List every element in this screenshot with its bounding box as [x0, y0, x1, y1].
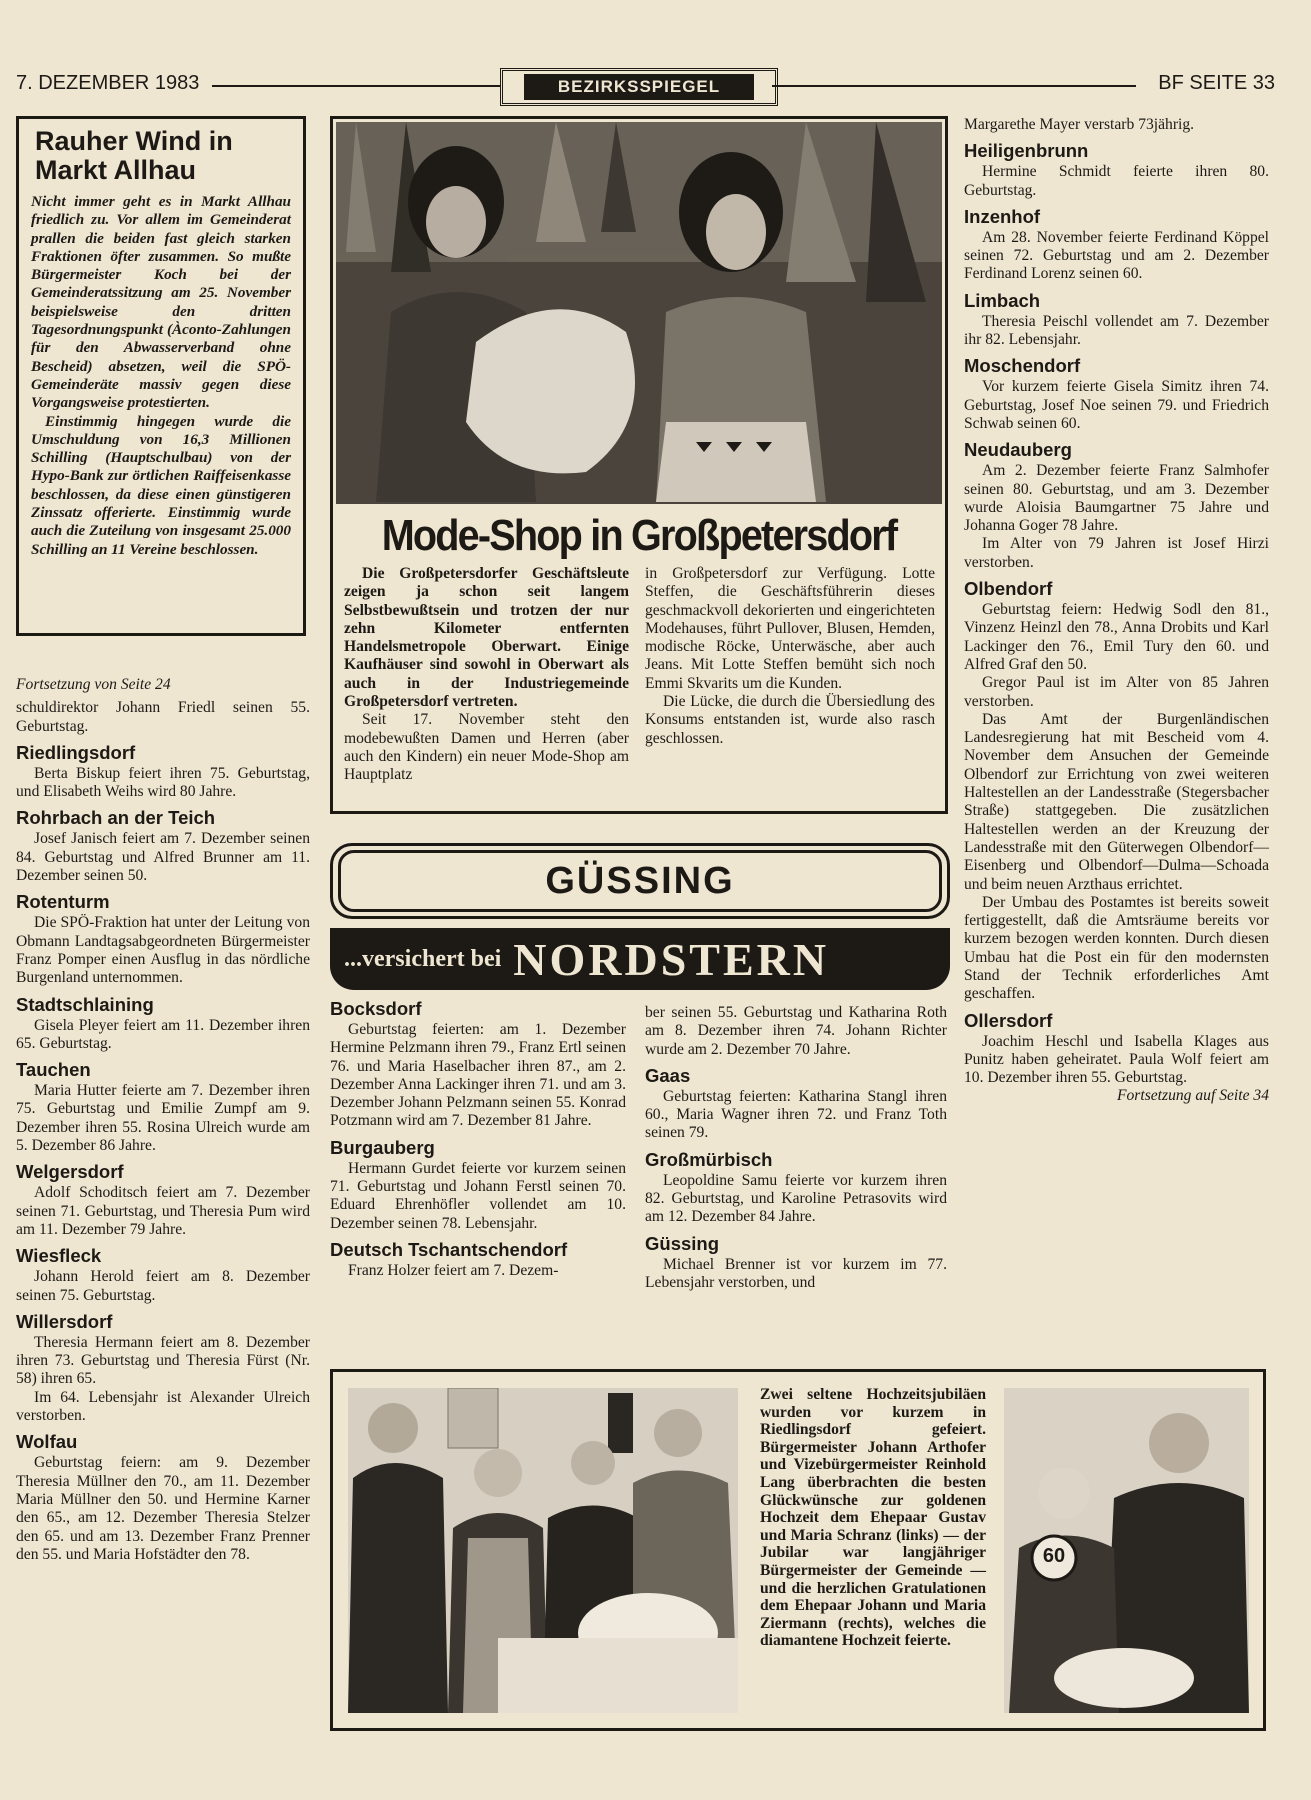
right-column-briefs	[964, 116, 1269, 1106]
brief-text: Hermine Schmidt feierte ihren 80. Geburtstag.	[964, 163, 1269, 199]
location-heading: Stadtschlaining	[16, 993, 154, 1015]
brief-text: Adolf Schoditsch feiert am 7. Dezember seinen 71. Geburtstag, und Theresia Pum wird am 11. Dezember 79 Jahre.	[16, 1184, 310, 1238]
brief-text: Die SPÖ-Fraktion hat unter der Leitung von Obmann Landtagsabgeordneten Bürgermeister Franz Pomper einen Ausflug in das nördliche Burgenland unternommen.	[16, 914, 310, 987]
header-page-number: BF SEITE 33	[1158, 72, 1275, 94]
middle-column-2-briefs	[645, 1004, 947, 1292]
location-heading: Riedlingsdorf	[16, 741, 136, 763]
header-rule-left	[212, 85, 500, 87]
mode-shop-paragraph: Die Lücke, die durch die Übersiedlung des Konsums entstanden ist, wurde also rasch geschlossen.	[645, 693, 935, 747]
location-heading: Wiesfleck	[16, 1245, 102, 1267]
brief-text: Am 28. November feierte Ferdinand Köppel seinen 72. Geburtstag und am 2. Dezember Ferdinand Lorenz seinen 60.	[964, 228, 1269, 283]
brief-text: Im Alter von 79 Jahren ist Josef Hirzi verstorben.	[964, 535, 1269, 571]
right-column-intro: Margarethe Mayer verstarb 73jährig.	[964, 116, 1195, 133]
brief-text: Leopoldine Samu feierte vor kurzem ihren 82. Geburtstag, und Karoline Petrasovits wird am 12. Dezember 84 Jahre.	[645, 1171, 947, 1226]
location-heading: Bocksdorf	[330, 998, 422, 1019]
brief-text: Theresia Hermann feiert am 8. Dezember ihren 73. Geburtstag und Theresia Fürst (Nr. 58) ihren 65.	[16, 1333, 310, 1388]
continued-from-note: Fortsetzung von Seite 24	[16, 676, 171, 693]
mode-shop-photo	[336, 122, 942, 504]
brief-text: Joachim Heschl und Isabella Klages aus Punitz haben geheiratet. Paula Wolf feiert am 10. Dezember ihren 55. Geburtstag.	[964, 1032, 1269, 1087]
region-banner-label: GÜSSING	[545, 859, 735, 902]
brief-text: Geburtstag feierten: Katharina Stangl ihren 60., Maria Wagner ihren 72. und Franz Toth seinen 79.	[645, 1087, 947, 1142]
left-column-intro: schuldirektor Johann Friedl seinen 55. Geburtstag.	[16, 699, 310, 735]
brief-text: Der Umbau des Postamtes ist bereits soweit fertiggestellt, daß die Amtsräume bereits vor kurzem bezogen werden konnten. Durch diesen Umbau hat die Post ein für den modernsten Stand der Technik erforderliches Amt geschaffen.	[964, 893, 1269, 1003]
left-column-briefs	[16, 676, 310, 1564]
location-heading: Willersdorf	[16, 1310, 113, 1332]
location-heading: Olbendorf	[964, 578, 1053, 600]
location-heading: Deutsch Tschantschendorf	[330, 1238, 568, 1260]
brief-text: Vor kurzem feierte Gisela Simitz ihren 74. Geburtstag, Josef Noe seinen 79. und Friedrich Schwab seinen 60.	[964, 378, 1269, 432]
brief-text: Am 2. Dezember feierte Franz Salmhofer seinen 80. Geburtstag, und am 3. Dezember wurde Aloisia Baumgartner 75 Jahre und Johanna Goger 78 Jahre.	[964, 462, 1269, 535]
mode-shop-column-2	[645, 565, 935, 748]
brief-text: Josef Janisch feiert am 7. Dezember seinen 84. Geburtstag und Alfred Brunner am 11. Dezember seinen 50.	[16, 830, 310, 885]
region-banner	[338, 850, 942, 912]
middle-column-2-intro: ber seinen 55. Geburtstag und Katharina Roth am 8. Dezember ihren 74. Johann Richter wurde am 2. Dezember 70 Jahre.	[645, 1004, 947, 1058]
brief-text: Johann Herold feiert am 8. Dezember seinen 75. Geburtstag.	[16, 1268, 310, 1304]
brief-text: Gisela Pleyer feiert am 11. Dezember ihren 65. Geburtstag.	[16, 1016, 310, 1052]
location-heading: Inzenhof	[964, 205, 1041, 227]
brief-text: Das Amt der Burgenländischen Landesregierung hat mit Bescheid vom 4. November dem Ansuchen der Gemeinde Olbendorf zur Errichtung von zwei weiteren Haltestellen an der Landesstraße (Stegersbacher Straße) stattgegeben. Die zusätzlichen Haltestellen werden an der Kreuzung der Landesstraße mit den Güterwegen Olbendorf—Eisenberg und Olbendorf—Dulma—Schoada und beim neuen Arzthaus errichtet.	[964, 710, 1269, 893]
mode-shop-lead: Die Großpetersdorfer Geschäftsleute zeigen ja schon seit langem Selbstbewußtsein und trotzen der nur zehn Kilometer entfernten Handelsmetropole Oberwart. Einige Kaufhäuser sind sowohl in Oberwart als auch in der Industriegemeinde Großpetersdorf vertreten.	[344, 565, 629, 711]
golden-wedding-photo	[348, 1388, 738, 1713]
location-heading: Güssing	[645, 1232, 720, 1254]
location-heading: Heiligenbrunn	[964, 140, 1089, 162]
brief-text: Gregor Paul ist im Alter von 85 Jahren verstorben.	[964, 674, 1269, 710]
brief-text: Franz Holzer feiert am 7. Dezem-	[348, 1261, 559, 1279]
brief-text: Geburtstag feierten: am 1. Dezember Hermine Pelzmann ihren 79., Franz Ertl seinen 76. und Maria Haselbacher ihren 87., am 2. Dezember Anna Lackinger ihren 71. und am 3. Dezember Johann Pelzmann seinen 55. Konrad Potzmann wird am 7. Dezember 81 Jahre.	[330, 1021, 626, 1130]
location-heading: Großmürbisch	[645, 1148, 773, 1170]
section-label-box	[500, 68, 778, 106]
mode-shop-paragraph: Seit 17. November steht den modebewußten Damen und Herren (aber auch den Kindern) ein neuer Mode-Shop am Hauptplatz	[344, 711, 629, 784]
middle-column-1-briefs	[330, 998, 626, 1280]
location-heading: Neudauberg	[964, 439, 1072, 461]
brief-text: Theresia Peischl vollendet am 7. Dezember ihr 82. Lebensjahr.	[964, 312, 1269, 349]
location-heading: Welgersdorf	[16, 1161, 124, 1183]
location-heading: Gaas	[645, 1064, 691, 1086]
diamond-wedding-photo	[1004, 1388, 1249, 1713]
allhau-body	[31, 193, 291, 559]
brief-text: Geburtstag feiern: am 9. Dezember Theresia Müllner den 70., am 11. Dezember Maria Müllner den 50. und Hermine Karner den 65., am 12. Dezember Theresia Stelzer den 65. und am 13. Dezember Franz Prenner den 55. und Maria Hofstädter den 78.	[16, 1454, 310, 1563]
header-date: 7. DEZEMBER 1983	[16, 72, 200, 94]
header-rule-right	[772, 85, 1136, 87]
location-heading: Rohrbach an der Teich	[16, 807, 216, 829]
anniversary-badge: 60	[1042, 1545, 1066, 1567]
nordstern-ad	[330, 928, 950, 990]
allhau-paragraph-2: Einstimmig hingegen wurde die Umschuldung von 16,3 Millionen Schilling (Hauptschulbau) von der Hypo-Bank zur örtlichen Raiffeisenkasse beschlossen, da diese einen günstigeren Zinssatz offerierte. Einstimmig wurde auch die Zuteilung von insgesamt 25.000 Schilling an 11 Vereine beschlossen.	[31, 412, 291, 558]
section-label: BEZIRKSSPIEGEL	[524, 74, 754, 100]
brief-text: Maria Hutter feierte am 7. Dezember ihren 75. Geburtstag und Emilie Zumpf am 9. Dezember ihren 55. Rosina Ulreich wurde am 5. Dezember 86 Jahre.	[16, 1082, 310, 1155]
allhau-article-box	[16, 116, 306, 636]
brief-text: Geburtstag feiern: Hedwig Sodl den 81., Vinzenz Heinzl den 78., Anna Drobits und Karl Lackinger den 76., Emil Tury den 60. und Alfred Graf den 50.	[964, 601, 1269, 673]
location-heading: Burgauberg	[330, 1136, 435, 1158]
mode-shop-paragraph: in Großpetersdorf zur Verfügung. Lotte Steffen, die Geschäftsführerin dieses geschmackvoll dekorierten und eingerichteten Modehauses, führt Pullover, Blusen, Hemden, modische Röcke, Unterwäsche, aber auch Jeans. Mit Lotte Steffen bemüht sich noch Emmi Skvarits um die Kunden.	[645, 565, 935, 692]
brief-text: Im 64. Lebensjahr ist Alexander Ulreich verstorben.	[16, 1388, 310, 1425]
continued-on-note: Fortsetzung auf Seite 34	[1116, 1087, 1269, 1105]
brief-text: Berta Biskup feiert ihren 75. Geburtstag, und Elisabeth Weihs wird 80 Jahre.	[16, 764, 310, 801]
location-heading: Rotenturm	[16, 891, 110, 913]
mode-shop-column-1	[344, 565, 629, 785]
allhau-paragraph-1: Nicht immer geht es in Markt Allhau friedlich zu. Vor allem im Gemeinderat prallen die beiden fast gleich starken Fraktionen öfter zusammen. So mußte Bürgermeister Koch bei der Gemeinderatssitzung am 25. November beispielsweise den dritten Tagesordnungspunkt (Àconto-Zahlungen für den Abwasserverband ohne Bescheid) absetzen, weil die SPÖ-Gemeinderäte massiv gegen diese Vorgangsweise protestierten.	[31, 193, 291, 412]
mode-shop-headline: Mode-Shop in Großpetersdorf	[381, 511, 897, 560]
location-heading: Wolfau	[16, 1431, 78, 1453]
allhau-headline: Rauher Wind in Markt Allhau	[35, 126, 233, 185]
brief-text: Michael Brenner ist vor kurzem im 77. Lebensjahr verstorben, und	[645, 1255, 947, 1291]
anniversary-caption: Zwei seltene Hochzeitsjubiläen wurden vor kurzem in Riedlingsdorf gefeiert. Bürgermeister Johann Arthofer und Vizebürgermeister Reinhold Lang überbrachten die besten Glückwünsche zur goldenen Hochzeit dem Ehepaar Gustav und Maria Schranz (links) — der Jubilar war langjähriger Bürgermeister der Gemeinde — und die herzlichen Gratulationen dem Ehepaar Johann und Maria Ziermann (rechts), welches die diamantene Hochzeit feierte.	[760, 1386, 986, 1650]
ad-brand: NORDSTERN	[513, 933, 830, 985]
location-heading: Moschendorf	[964, 355, 1081, 377]
location-heading: Limbach	[964, 289, 1041, 311]
location-heading: Ollersdorf	[964, 1009, 1053, 1031]
ad-tagline: ...versichert bei	[344, 945, 502, 972]
brief-text: Hermann Gurdet feierte vor kurzem seinen 71. Geburtstag und Johann Ferstl seinen 70. Eduard Ehrenhöfler vollendet am 10. Dezember seinen 78. Lebensjahr.	[330, 1159, 626, 1232]
location-heading: Tauchen	[16, 1059, 91, 1081]
